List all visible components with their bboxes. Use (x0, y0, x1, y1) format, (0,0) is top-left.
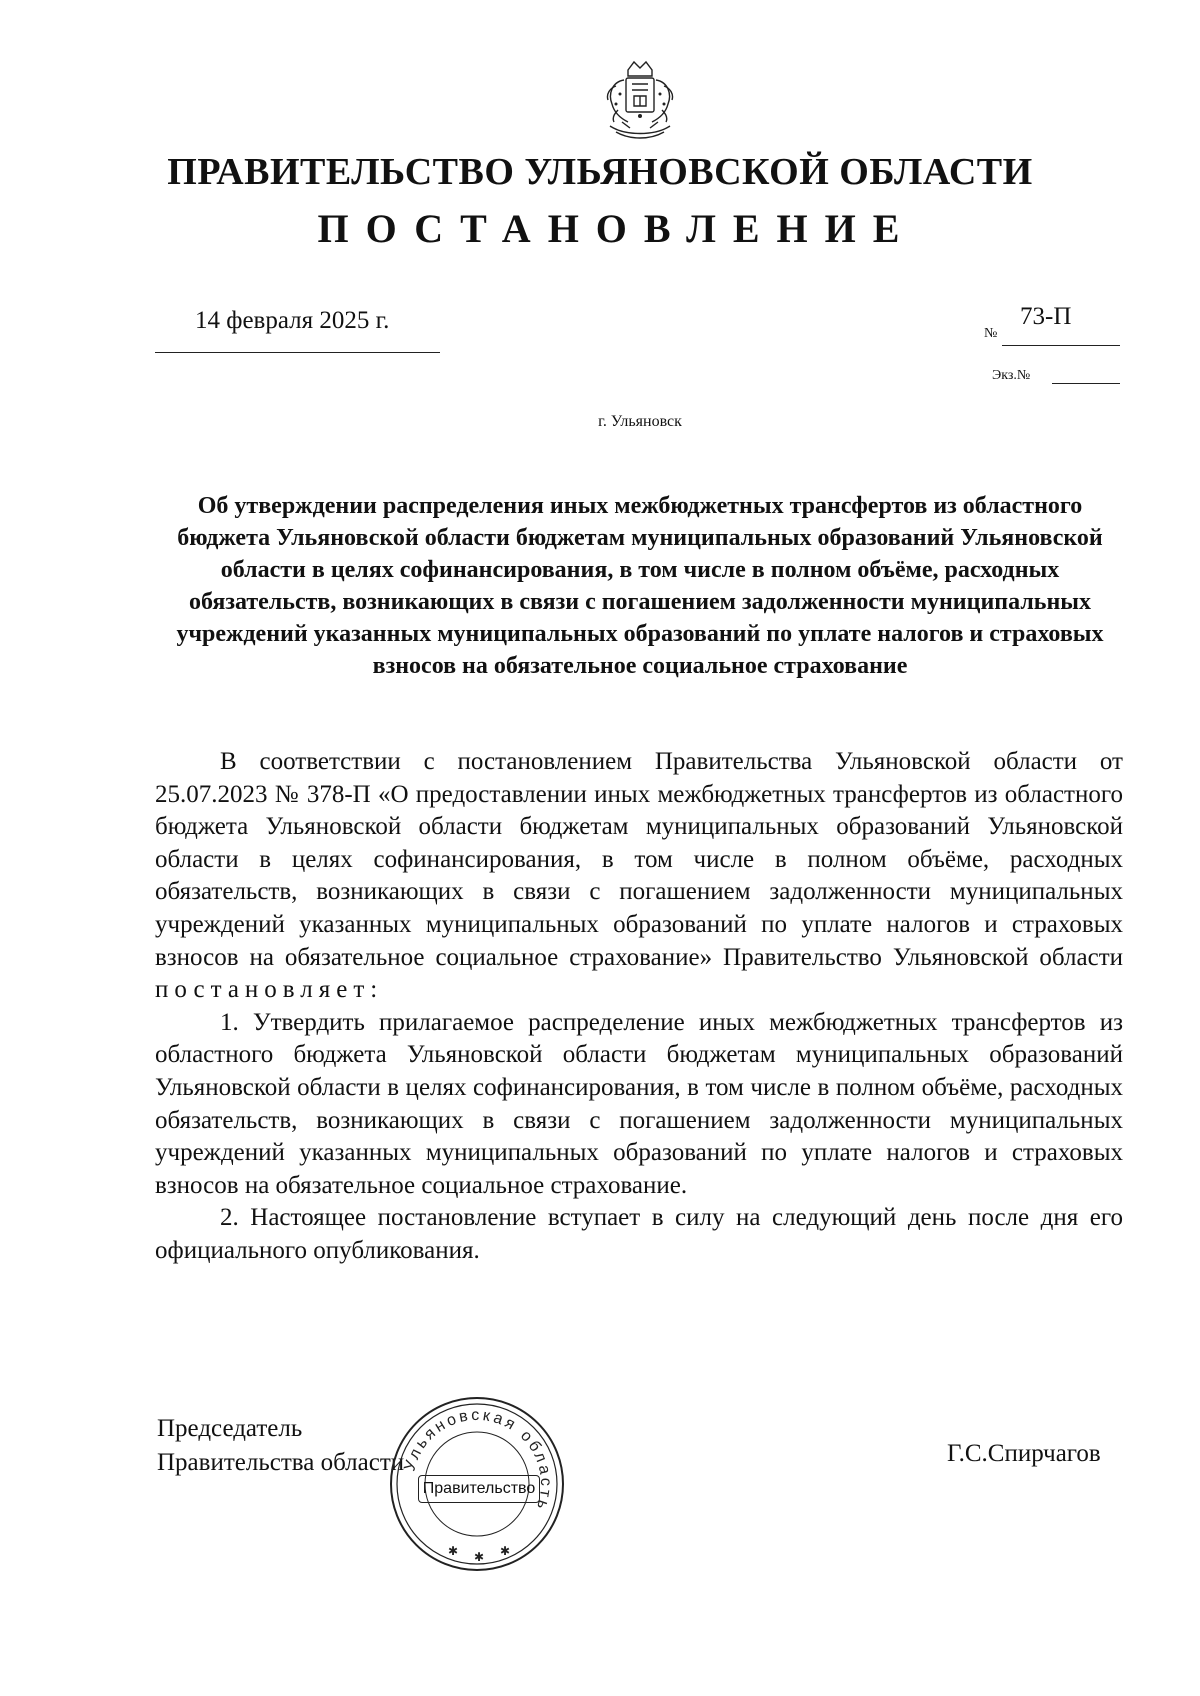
signatory-role-line-2: Правительства области (157, 1449, 405, 1476)
signatory-role (157, 1412, 404, 1480)
seal-center-label: Правительство (418, 1475, 540, 1503)
svg-text:✱: ✱ (500, 1544, 511, 1558)
copy-number-label: Экз.№ (992, 368, 1031, 383)
preamble-text: В соответствии с постановлением Правительства Ульяновской области от 25.07.2023 № 378-П «О предоставлении иных межбюджетных трансфертов из областного бюджета Ульяновской области бюджетам муниципальных образований Ульяновской области в целях софинансирования, в том числе в полном объёме, расходных обязательств, возникающих в связи с погашением задолженности муниципальных учреждений указанных муниципальных образований по уплате налогов и страховых взносов на обязательное социальное страхование» Правительство Ульяновской области (155, 748, 1123, 971)
item-paragraph-2: 2. Настоящее постановление вступает в силу на следующий день после дня его официального опубликования. (155, 1204, 1123, 1264)
svg-text:✱: ✱ (448, 1544, 459, 1558)
organization-title: ПРАВИТЕЛЬСТВО УЛЬЯНОВСКОЙ ОБЛАСТИ (167, 151, 1033, 193)
document-number: 73-П (1020, 303, 1072, 330)
date-underline (155, 352, 440, 353)
number-underline (1002, 345, 1120, 346)
coat-of-arms-emblem (590, 60, 690, 148)
preamble-paragraph (155, 746, 1123, 1007)
document-type-title: ПОСТАНОВЛЕНИЕ (317, 206, 917, 251)
city-name: г. Ульяновск (598, 413, 682, 430)
resolution-body (155, 746, 1123, 1268)
resolution-subject: Об утверждении распределения иных межбюджетных трансфертов из областного бюджета Ульяновской области бюджетам муниципальных образований Ульяновской области в целях софинансирования, в том числе в полном объёме, расходных обязательств, возникающих в связи с погашением задолженности муниципальных учреждений указанных муниципальных образований по уплате налогов и страховых взносов на обязательное социальное страхование (176, 493, 1104, 679)
document-date: 14 февраля 2025 г. (195, 307, 390, 334)
signatory-name: Г.С.Спирчагов (947, 1440, 1101, 1467)
number-sign: № (984, 326, 998, 341)
svg-text:✱: ✱ (474, 1550, 485, 1564)
copy-number-underline (1052, 383, 1120, 384)
item-paragraph-1: 1. Утвердить прилагаемое распределение иных межбюджетных трансфертов из областного бюджета Ульяновской области бюджетам муниципальных образований Ульяновской области в целях софинансирования, в том числе в полном объёме, расходных обязательств, возникающих в связи с погашением задолженности муниципальных учреждений указанных муниципальных образований по уплате налогов и страховых взносов на обязательное социальное страхование. (155, 1008, 1123, 1199)
resolves-word: постановляет: (155, 976, 384, 1004)
seal-ring-text: Ульяновская область (401, 1406, 555, 1514)
signatory-role-line-1: Председатель (157, 1415, 303, 1442)
